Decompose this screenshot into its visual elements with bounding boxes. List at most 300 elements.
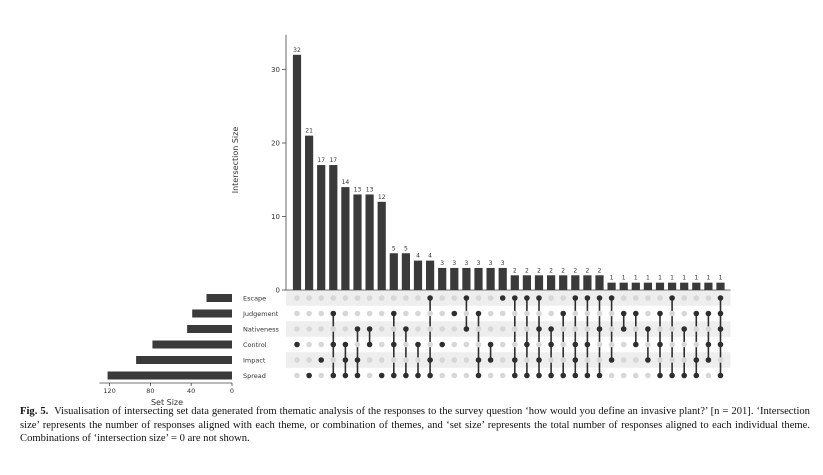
matrix-dot-inactive <box>318 326 324 332</box>
matrix-dot-inactive <box>367 357 373 363</box>
matrix-dot-inactive <box>585 357 591 363</box>
intersection-bar-label: 1 <box>682 274 687 282</box>
matrix-dot-inactive <box>633 326 639 332</box>
matrix-dot-active <box>645 326 651 332</box>
matrix-dot-active <box>645 357 651 363</box>
matrix-dot-active <box>548 342 554 348</box>
matrix-dot-inactive <box>536 342 542 348</box>
matrix-dot-inactive <box>609 311 615 317</box>
matrix-dot-active <box>343 373 349 379</box>
matrix-dot-inactive <box>694 295 700 301</box>
set-size-bar <box>187 325 232 333</box>
set-size-tick-label: 120 <box>103 387 116 395</box>
intersection-bar-label: 1 <box>621 274 626 282</box>
matrix-dot-inactive <box>427 311 433 317</box>
matrix-dot-inactive <box>379 295 385 301</box>
matrix-dot-inactive <box>681 342 687 348</box>
matrix-dot-inactive <box>621 357 627 363</box>
set-name-label: Judgement <box>243 310 279 318</box>
y-axis-label: Intersection Size <box>231 126 240 194</box>
matrix-dot-inactive <box>306 326 312 332</box>
matrix-dot-inactive <box>500 342 506 348</box>
matrix-dot-inactive <box>512 311 518 317</box>
intersection-bar <box>450 268 458 290</box>
intersection-bar <box>462 268 470 290</box>
matrix-dot-active <box>669 295 675 301</box>
figure-caption <box>20 405 810 446</box>
matrix-dot-inactive <box>488 326 494 332</box>
matrix-dot-inactive <box>633 373 639 379</box>
set-size-bar <box>207 294 233 302</box>
intersection-bar-label: 3 <box>500 259 505 267</box>
matrix-dot-active <box>452 311 458 317</box>
matrix-dot-inactive <box>585 311 591 317</box>
matrix-dot-inactive <box>294 326 300 332</box>
matrix-dot-inactive <box>318 311 324 317</box>
matrix-dot-inactive <box>306 311 312 317</box>
matrix-dot-inactive <box>488 373 494 379</box>
matrix-dot-active <box>548 326 554 332</box>
matrix-dot-active <box>560 311 566 317</box>
matrix-dot-inactive <box>512 326 518 332</box>
matrix-dot-inactive <box>306 295 312 301</box>
matrix-dot-inactive <box>585 326 591 332</box>
matrix-dot-active <box>488 357 494 363</box>
matrix-dot-inactive <box>355 342 361 348</box>
matrix-dot-inactive <box>560 357 566 363</box>
matrix-dot-inactive <box>633 295 639 301</box>
matrix-dot-inactive <box>476 326 482 332</box>
intersection-bar <box>329 165 337 290</box>
matrix-dot-inactive <box>427 326 433 332</box>
set-size-bar <box>136 356 232 364</box>
matrix-dot-active <box>609 295 615 301</box>
matrix-dot-active <box>355 326 361 332</box>
matrix-dot-inactive <box>706 295 712 301</box>
matrix-dot-active <box>706 311 712 317</box>
matrix-dot-inactive <box>318 295 324 301</box>
matrix-dot-active <box>367 342 373 348</box>
matrix-dot-active <box>573 373 579 379</box>
matrix-dot-inactive <box>306 342 312 348</box>
matrix-dot-inactive <box>560 326 566 332</box>
matrix-dot-active <box>524 373 530 379</box>
intersection-bar-label: 1 <box>633 274 638 282</box>
matrix-dot-inactive <box>500 311 506 317</box>
intersection-bar-label: 1 <box>706 274 711 282</box>
intersection-bar <box>692 283 700 290</box>
intersection-bar <box>704 283 712 290</box>
matrix-dot-inactive <box>500 326 506 332</box>
intersection-bar-label: 4 <box>428 252 433 260</box>
set-size-axis-label: Set Size <box>150 398 184 407</box>
intersection-bar-label: 3 <box>464 259 469 267</box>
matrix-dot-inactive <box>379 357 385 363</box>
matrix-dot-active <box>367 326 373 332</box>
matrix-dot-inactive <box>621 342 627 348</box>
intersection-bar <box>716 283 724 290</box>
matrix-dot-inactive <box>439 373 445 379</box>
matrix-dot-inactive <box>633 357 639 363</box>
intersection-bar <box>535 275 543 290</box>
matrix-dot-inactive <box>294 373 300 379</box>
set-name-label: Spread <box>243 372 266 380</box>
matrix-dot-active <box>476 311 482 317</box>
matrix-dot-inactive <box>609 373 615 379</box>
matrix-dot-inactive <box>500 357 506 363</box>
matrix-dot-inactive <box>355 295 361 301</box>
matrix-dot-active <box>718 373 724 379</box>
intersection-bar-label: 17 <box>317 157 326 165</box>
matrix-dot-inactive <box>524 326 530 332</box>
matrix-dot-inactive <box>367 373 373 379</box>
set-size-bar <box>192 310 232 318</box>
matrix-dot-active <box>681 373 687 379</box>
matrix-dot-inactive <box>524 311 530 317</box>
y-tick-label: 0 <box>275 286 280 295</box>
matrix-dot-active <box>633 311 639 317</box>
matrix-dot-inactive <box>573 326 579 332</box>
matrix-dot-inactive <box>548 357 554 363</box>
matrix-dot-inactive <box>694 342 700 348</box>
matrix-dot-inactive <box>645 342 651 348</box>
matrix-dot-active <box>488 342 494 348</box>
matrix-dot-active <box>512 373 518 379</box>
matrix-dot-inactive <box>452 342 458 348</box>
matrix-dot-active <box>391 342 397 348</box>
matrix-row-stripe <box>286 321 731 337</box>
matrix-dot-inactive <box>367 311 373 317</box>
matrix-dot-active <box>573 342 579 348</box>
matrix-dot-active <box>621 311 627 317</box>
matrix-dot-active <box>694 311 700 317</box>
matrix-dot-inactive <box>355 311 361 317</box>
intersection-bar-label: 5 <box>403 245 408 253</box>
intersection-bar-label: 2 <box>549 267 554 275</box>
intersection-bar-label: 14 <box>341 179 350 187</box>
matrix-dot-inactive <box>669 311 675 317</box>
y-tick-label: 30 <box>271 66 280 74</box>
intersection-bar-label: 2 <box>512 267 517 275</box>
matrix-dot-inactive <box>343 326 349 332</box>
matrix-dot-inactive <box>536 311 542 317</box>
intersection-bar-label: 2 <box>597 267 602 275</box>
matrix-dot-active <box>343 342 349 348</box>
matrix-dot-inactive <box>657 295 663 301</box>
intersection-bar <box>571 275 579 290</box>
intersection-bar-label: 2 <box>585 267 590 275</box>
matrix-dot-inactive <box>331 295 337 301</box>
matrix-dot-active <box>343 357 349 363</box>
matrix-dot-inactive <box>464 342 470 348</box>
matrix-dot-inactive <box>548 311 554 317</box>
matrix-dot-active <box>718 295 724 301</box>
intersection-bar <box>378 202 386 290</box>
matrix-dot-active <box>585 342 591 348</box>
intersection-bar <box>402 253 410 290</box>
matrix-dot-inactive <box>669 342 675 348</box>
intersection-bar-label: 2 <box>573 267 578 275</box>
intersection-bar <box>583 275 591 290</box>
matrix-dot-active <box>415 373 421 379</box>
matrix-dot-inactive <box>573 311 579 317</box>
matrix-dot-active <box>573 295 579 301</box>
y-tick-label: 10 <box>271 213 280 221</box>
matrix-dot-inactive <box>379 311 385 317</box>
matrix-dot-inactive <box>367 295 373 301</box>
intersection-bar-label: 2 <box>537 267 541 275</box>
set-name-label: Escape <box>243 294 267 303</box>
matrix-dot-inactive <box>524 357 530 363</box>
matrix-row-stripe <box>286 290 731 306</box>
matrix-dot-active <box>657 342 663 348</box>
matrix-dot-active <box>706 357 712 363</box>
matrix-dot-active <box>681 326 687 332</box>
intersection-bar <box>608 283 616 290</box>
matrix-dot-active <box>331 311 337 317</box>
matrix-dot-inactive <box>415 357 421 363</box>
intersection-bar <box>656 283 664 290</box>
matrix-dot-active <box>609 357 615 363</box>
matrix-dot-active <box>318 357 324 363</box>
intersection-bar-label: 5 <box>391 245 396 253</box>
intersection-bar-label: 21 <box>305 127 313 135</box>
matrix-dot-active <box>512 295 518 301</box>
set-size-tick-label: 80 <box>146 387 155 395</box>
caption-text: Visualisation of intersecting set data generated from thematic analysis of the responses to the survey question ‘how would you define an invasive plant?’ [n = 201]. ‘Intersection size’ represents the number of responses aligned with each theme, or combination of themes, and ‘set size’ represents the total number of responses aligned to each individual theme. Combinations of ‘intersection size’ = 0 are not shown. <box>20 406 810 445</box>
matrix-dot-inactive <box>476 295 482 301</box>
matrix-dot-inactive <box>331 357 337 363</box>
intersection-bar <box>317 165 325 290</box>
matrix-dot-inactive <box>294 311 300 317</box>
matrix-dot-inactive <box>669 357 675 363</box>
matrix-row-stripe <box>286 352 731 368</box>
matrix-dot-inactive <box>500 373 506 379</box>
matrix-dot-active <box>573 357 579 363</box>
matrix-dot-inactive <box>415 311 421 317</box>
matrix-dot-active <box>657 373 663 379</box>
matrix-dot-inactive <box>415 295 421 301</box>
matrix-dot-inactive <box>488 311 494 317</box>
matrix-dot-active <box>512 357 518 363</box>
matrix-dot-inactive <box>645 373 651 379</box>
intersection-bar-label: 1 <box>658 274 662 282</box>
intersection-bar-label: 4 <box>416 252 420 260</box>
set-size-bar <box>108 372 232 380</box>
matrix-dot-active <box>718 342 724 348</box>
matrix-dot-inactive <box>452 295 458 301</box>
intersection-bar <box>547 275 555 290</box>
matrix-dot-active <box>464 326 470 332</box>
matrix-dot-inactive <box>343 295 349 301</box>
matrix-dot-inactive <box>403 295 409 301</box>
matrix-dot-inactive <box>294 295 300 301</box>
intersection-bar-label: 3 <box>440 259 445 267</box>
set-name-label: Nativeness <box>243 325 279 334</box>
matrix-dot-active <box>500 295 506 301</box>
matrix-dot-inactive <box>560 295 566 301</box>
intersection-bar <box>293 55 301 290</box>
matrix-dot-inactive <box>597 357 603 363</box>
intersection-bar-label: 3 <box>488 259 493 267</box>
matrix-dot-active <box>427 373 433 379</box>
matrix-dot-active <box>597 295 603 301</box>
intersection-bar <box>438 268 446 290</box>
matrix-dot-inactive <box>415 326 421 332</box>
intersection-bar <box>523 275 531 290</box>
matrix-dot-active <box>548 373 554 379</box>
matrix-dot-inactive <box>706 326 712 332</box>
matrix-dot-inactive <box>560 342 566 348</box>
intersection-bar-label: 1 <box>718 274 723 282</box>
matrix-dot-active <box>439 342 445 348</box>
matrix-dot-active <box>524 295 530 301</box>
matrix-dot-inactive <box>548 295 554 301</box>
intersection-bar <box>511 275 519 290</box>
matrix-dot-active <box>464 295 470 301</box>
matrix-dot-inactive <box>657 357 663 363</box>
matrix-dot-inactive <box>452 357 458 363</box>
matrix-dot-active <box>294 342 300 348</box>
matrix-dot-inactive <box>657 326 663 332</box>
matrix-dot-active <box>391 373 397 379</box>
matrix-dot-active <box>403 326 409 332</box>
matrix-dot-inactive <box>681 357 687 363</box>
matrix-dot-active <box>536 295 542 301</box>
matrix-dot-active <box>621 326 627 332</box>
intersection-bar <box>426 261 434 290</box>
intersection-bar <box>353 194 361 290</box>
matrix-dot-inactive <box>403 357 409 363</box>
matrix-dot-inactive <box>645 311 651 317</box>
intersection-bar <box>487 268 495 290</box>
matrix-dot-inactive <box>597 311 603 317</box>
matrix-dot-inactive <box>439 311 445 317</box>
matrix-dot-inactive <box>439 295 445 301</box>
matrix-dot-inactive <box>403 311 409 317</box>
intersection-bar-label: 1 <box>694 274 699 282</box>
matrix-dot-inactive <box>512 342 518 348</box>
matrix-dot-inactive <box>294 357 300 363</box>
matrix-dot-inactive <box>681 295 687 301</box>
matrix-dot-inactive <box>391 357 397 363</box>
set-size-tick-label: 0 <box>229 387 235 395</box>
matrix-dot-inactive <box>621 295 627 301</box>
matrix-dot-inactive <box>464 311 470 317</box>
matrix-dot-active <box>331 342 337 348</box>
intersection-bar <box>341 187 349 290</box>
matrix-dot-inactive <box>318 373 324 379</box>
intersection-bar <box>595 275 603 290</box>
matrix-dot-active <box>694 373 700 379</box>
matrix-dot-active <box>536 373 542 379</box>
matrix-dot-inactive <box>452 326 458 332</box>
intersection-bar <box>620 283 628 290</box>
matrix-dot-inactive <box>379 342 385 348</box>
matrix-dot-inactive <box>439 326 445 332</box>
intersection-bar-label: 2 <box>524 267 529 275</box>
intersection-bar-label: 12 <box>377 193 386 201</box>
matrix-dot-active <box>536 357 542 363</box>
matrix-dot-active <box>331 373 337 379</box>
matrix-dot-active <box>718 311 724 317</box>
matrix-dot-inactive <box>331 326 337 332</box>
matrix-dot-active <box>585 295 591 301</box>
intersection-bar-label: 17 <box>329 157 338 165</box>
set-name-label: Control <box>243 341 267 349</box>
matrix-dot-active <box>476 357 482 363</box>
matrix-dot-inactive <box>391 326 397 332</box>
intersection-bar <box>305 136 313 290</box>
matrix-dot-active <box>560 373 566 379</box>
matrix-dot-inactive <box>306 357 312 363</box>
matrix-dot-inactive <box>706 373 712 379</box>
matrix-dot-active <box>306 373 312 379</box>
matrix-dot-inactive <box>464 373 470 379</box>
intersection-bar <box>474 268 482 290</box>
caption-label: Fig. 5. <box>20 406 49 417</box>
matrix-dot-active <box>597 326 603 332</box>
set-size-tick-label: 40 <box>187 387 196 395</box>
matrix-dot-active <box>633 342 639 348</box>
matrix-dot-inactive <box>343 311 349 317</box>
matrix-dot-active <box>355 373 361 379</box>
intersection-bar-label: 3 <box>476 259 481 267</box>
matrix-dot-active <box>694 357 700 363</box>
intersection-bar-label: 13 <box>365 186 374 194</box>
intersection-bar <box>559 275 567 290</box>
matrix-dot-inactive <box>681 311 687 317</box>
matrix-dot-inactive <box>452 373 458 379</box>
matrix-dot-active <box>476 373 482 379</box>
intersection-bar-label: 1 <box>670 274 675 282</box>
matrix-dot-inactive <box>609 342 615 348</box>
matrix-dot-active <box>597 373 603 379</box>
intersection-bar-label: 1 <box>609 274 614 282</box>
matrix-dot-active <box>427 357 433 363</box>
matrix-dot-active <box>524 342 530 348</box>
matrix-dot-active <box>718 326 724 332</box>
matrix-dot-inactive <box>621 373 627 379</box>
set-size-bar <box>152 341 232 349</box>
matrix-dot-inactive <box>403 342 409 348</box>
matrix-dot-inactive <box>645 295 651 301</box>
set-name-label: Impact <box>243 356 266 365</box>
matrix-dot-inactive <box>391 295 397 301</box>
matrix-dot-inactive <box>609 326 615 332</box>
matrix-dot-active <box>403 373 409 379</box>
matrix-dot-active <box>706 342 712 348</box>
intersection-bar-label: 1 <box>645 274 650 282</box>
intersection-bar-label: 2 <box>561 267 566 275</box>
intersection-bar-label: 13 <box>353 186 362 194</box>
matrix-dot-inactive <box>694 326 700 332</box>
matrix-dot-active <box>669 373 675 379</box>
intersection-bar <box>644 283 652 290</box>
intersection-bar-label: 32 <box>293 46 301 54</box>
matrix-dot-active <box>427 295 433 301</box>
matrix-dot-active <box>379 373 385 379</box>
matrix-dot-inactive <box>669 326 675 332</box>
matrix-dot-active <box>415 342 421 348</box>
matrix-dot-inactive <box>439 357 445 363</box>
matrix-dot-inactive <box>718 357 724 363</box>
intersection-bar <box>632 283 640 290</box>
matrix-dot-active <box>585 373 591 379</box>
intersection-bar <box>680 283 688 290</box>
matrix-dot-active <box>355 357 361 363</box>
matrix-dot-active <box>536 326 542 332</box>
